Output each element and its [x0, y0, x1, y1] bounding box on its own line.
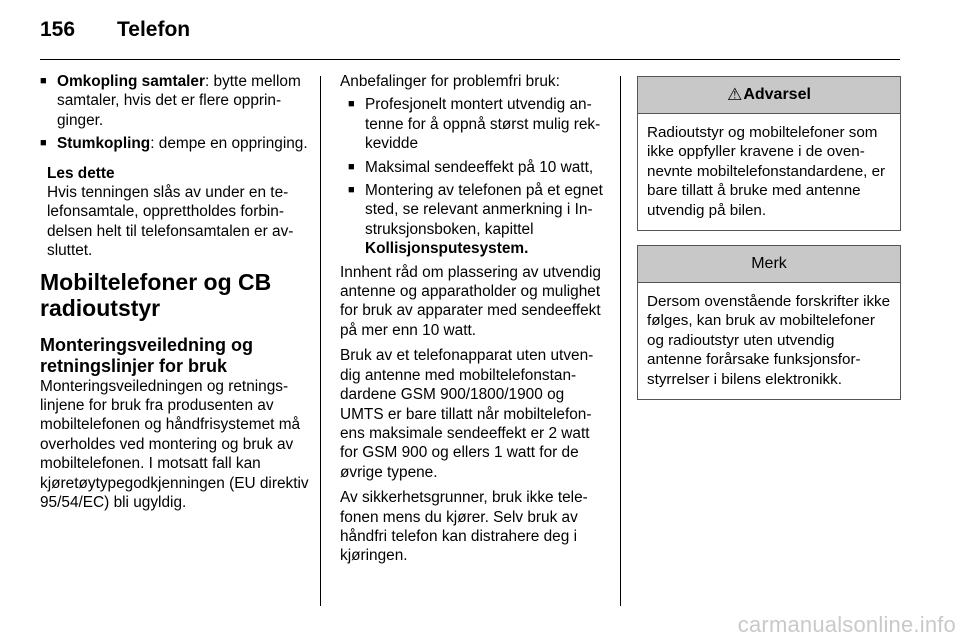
- bullet-text: Montering av telefonen på et egnet sted, se relevant anmerkning i Instruksjonsboken, kapittel: [365, 182, 603, 238]
- note-box-text: Dersom ovenstående forskrifter ikke følges, kan bruk av mobiltelefoner og radioutstyr uten utvendig antenne forårsake funksjonsforstyrrelser i bilens elektronikk.: [647, 293, 891, 388]
- bullet-item-omkopling: [40, 72, 310, 130]
- bullet-item-sendeeffekt: [348, 158, 608, 177]
- warning-box: [637, 76, 901, 231]
- column-3: [637, 76, 901, 412]
- note-block: [40, 164, 310, 261]
- body-paragraph: Innhent råd om plassering av utvendig antenne og apparatholder og mulighet for bruk av apparater med sendeeffekt på mer enn 10 watt.: [340, 263, 601, 339]
- bullet-text: Maksimal sendeeffekt på 10 watt,: [365, 158, 594, 176]
- header-rule: [40, 59, 900, 60]
- body-paragraph: Bruk av et telefonapparat uten utvendig antenne med mobiltelefonstandardene GSM 900/1800/1900 og UMTS er bare tillatt når mobiltelefonens maksimale sendeeffekt er 2 watt for GSM 900 og ellers 1 watt for de øvrige typene.: [340, 347, 594, 481]
- note-box-header: [638, 246, 900, 283]
- bullet-text: Profesjonelt montert utvendig antenne for å oppnå størst mulig rekkevidde: [365, 96, 601, 153]
- body-paragraph: Monteringsveiledningen og retningslinjene for bruk fra produsenten av mobiltelefonen og håndfrisystemet må overholdes ved montering og bruk av mobiltelefonen. I motsatt fall kan kjøretøytypegodkjenningen (EU direktiv 95/54/EC) bli ugyldig.: [40, 377, 309, 512]
- note-box-title: Merk: [751, 255, 787, 273]
- warning-title: Advarsel: [743, 86, 811, 104]
- bullet-item-montering: [348, 181, 608, 259]
- body-paragraph: Av sikkerhetsgrunner, bruk ikke telefonen mens du kjører. Selv bruk av håndfri telefon kan distrahere deg i kjøringen.: [340, 489, 588, 565]
- column-divider-2: [620, 76, 621, 606]
- section-heading: Mobiltelefoner og CB radioutstyr: [40, 268, 272, 321]
- chapter-reference: Kollisjonsputesystem.: [365, 240, 529, 258]
- intro-paragraph: Anbefalinger for problemfri bruk:: [340, 73, 560, 90]
- column-2: [340, 72, 608, 572]
- bullet-text: : dempe en oppringing.: [150, 135, 308, 153]
- bullet-term: Omkopling samtaler: [57, 73, 205, 90]
- bullet-text: : bytte mellom samtaler, hvis det er flere oppringinger.: [57, 73, 301, 129]
- bullet-item-stumkopling: [40, 134, 310, 153]
- subsection-heading: Monteringsveiledning og retningslinjer for bruk: [40, 334, 254, 376]
- warning-triangle-icon: ⚠: [727, 85, 743, 105]
- page-title: Telefon: [117, 18, 191, 41]
- column-divider-1: [320, 76, 321, 606]
- bullet-term: Stumkopling: [57, 135, 151, 153]
- warning-box-header: [638, 77, 900, 114]
- page-number: 156: [40, 18, 76, 41]
- watermark: carmanualsonline.info: [737, 612, 956, 637]
- warning-text: Radioutstyr og mobiltelefoner som ikke oppfyller kravene i de ovennevnte mobiltelefonstandardene, er bare tillatt å bruke med antenne utvendig på bilen.: [647, 124, 886, 219]
- note-text: Hvis tenningen slås av under en telefonsamtale, opprettholdes forbindelsen helt til telefonsamtalen er avsluttet.: [47, 184, 294, 260]
- bullet-item-antenne: [348, 95, 608, 153]
- column-1: [40, 72, 310, 519]
- note-label: Les dette: [47, 164, 115, 182]
- note-box: [637, 245, 901, 400]
